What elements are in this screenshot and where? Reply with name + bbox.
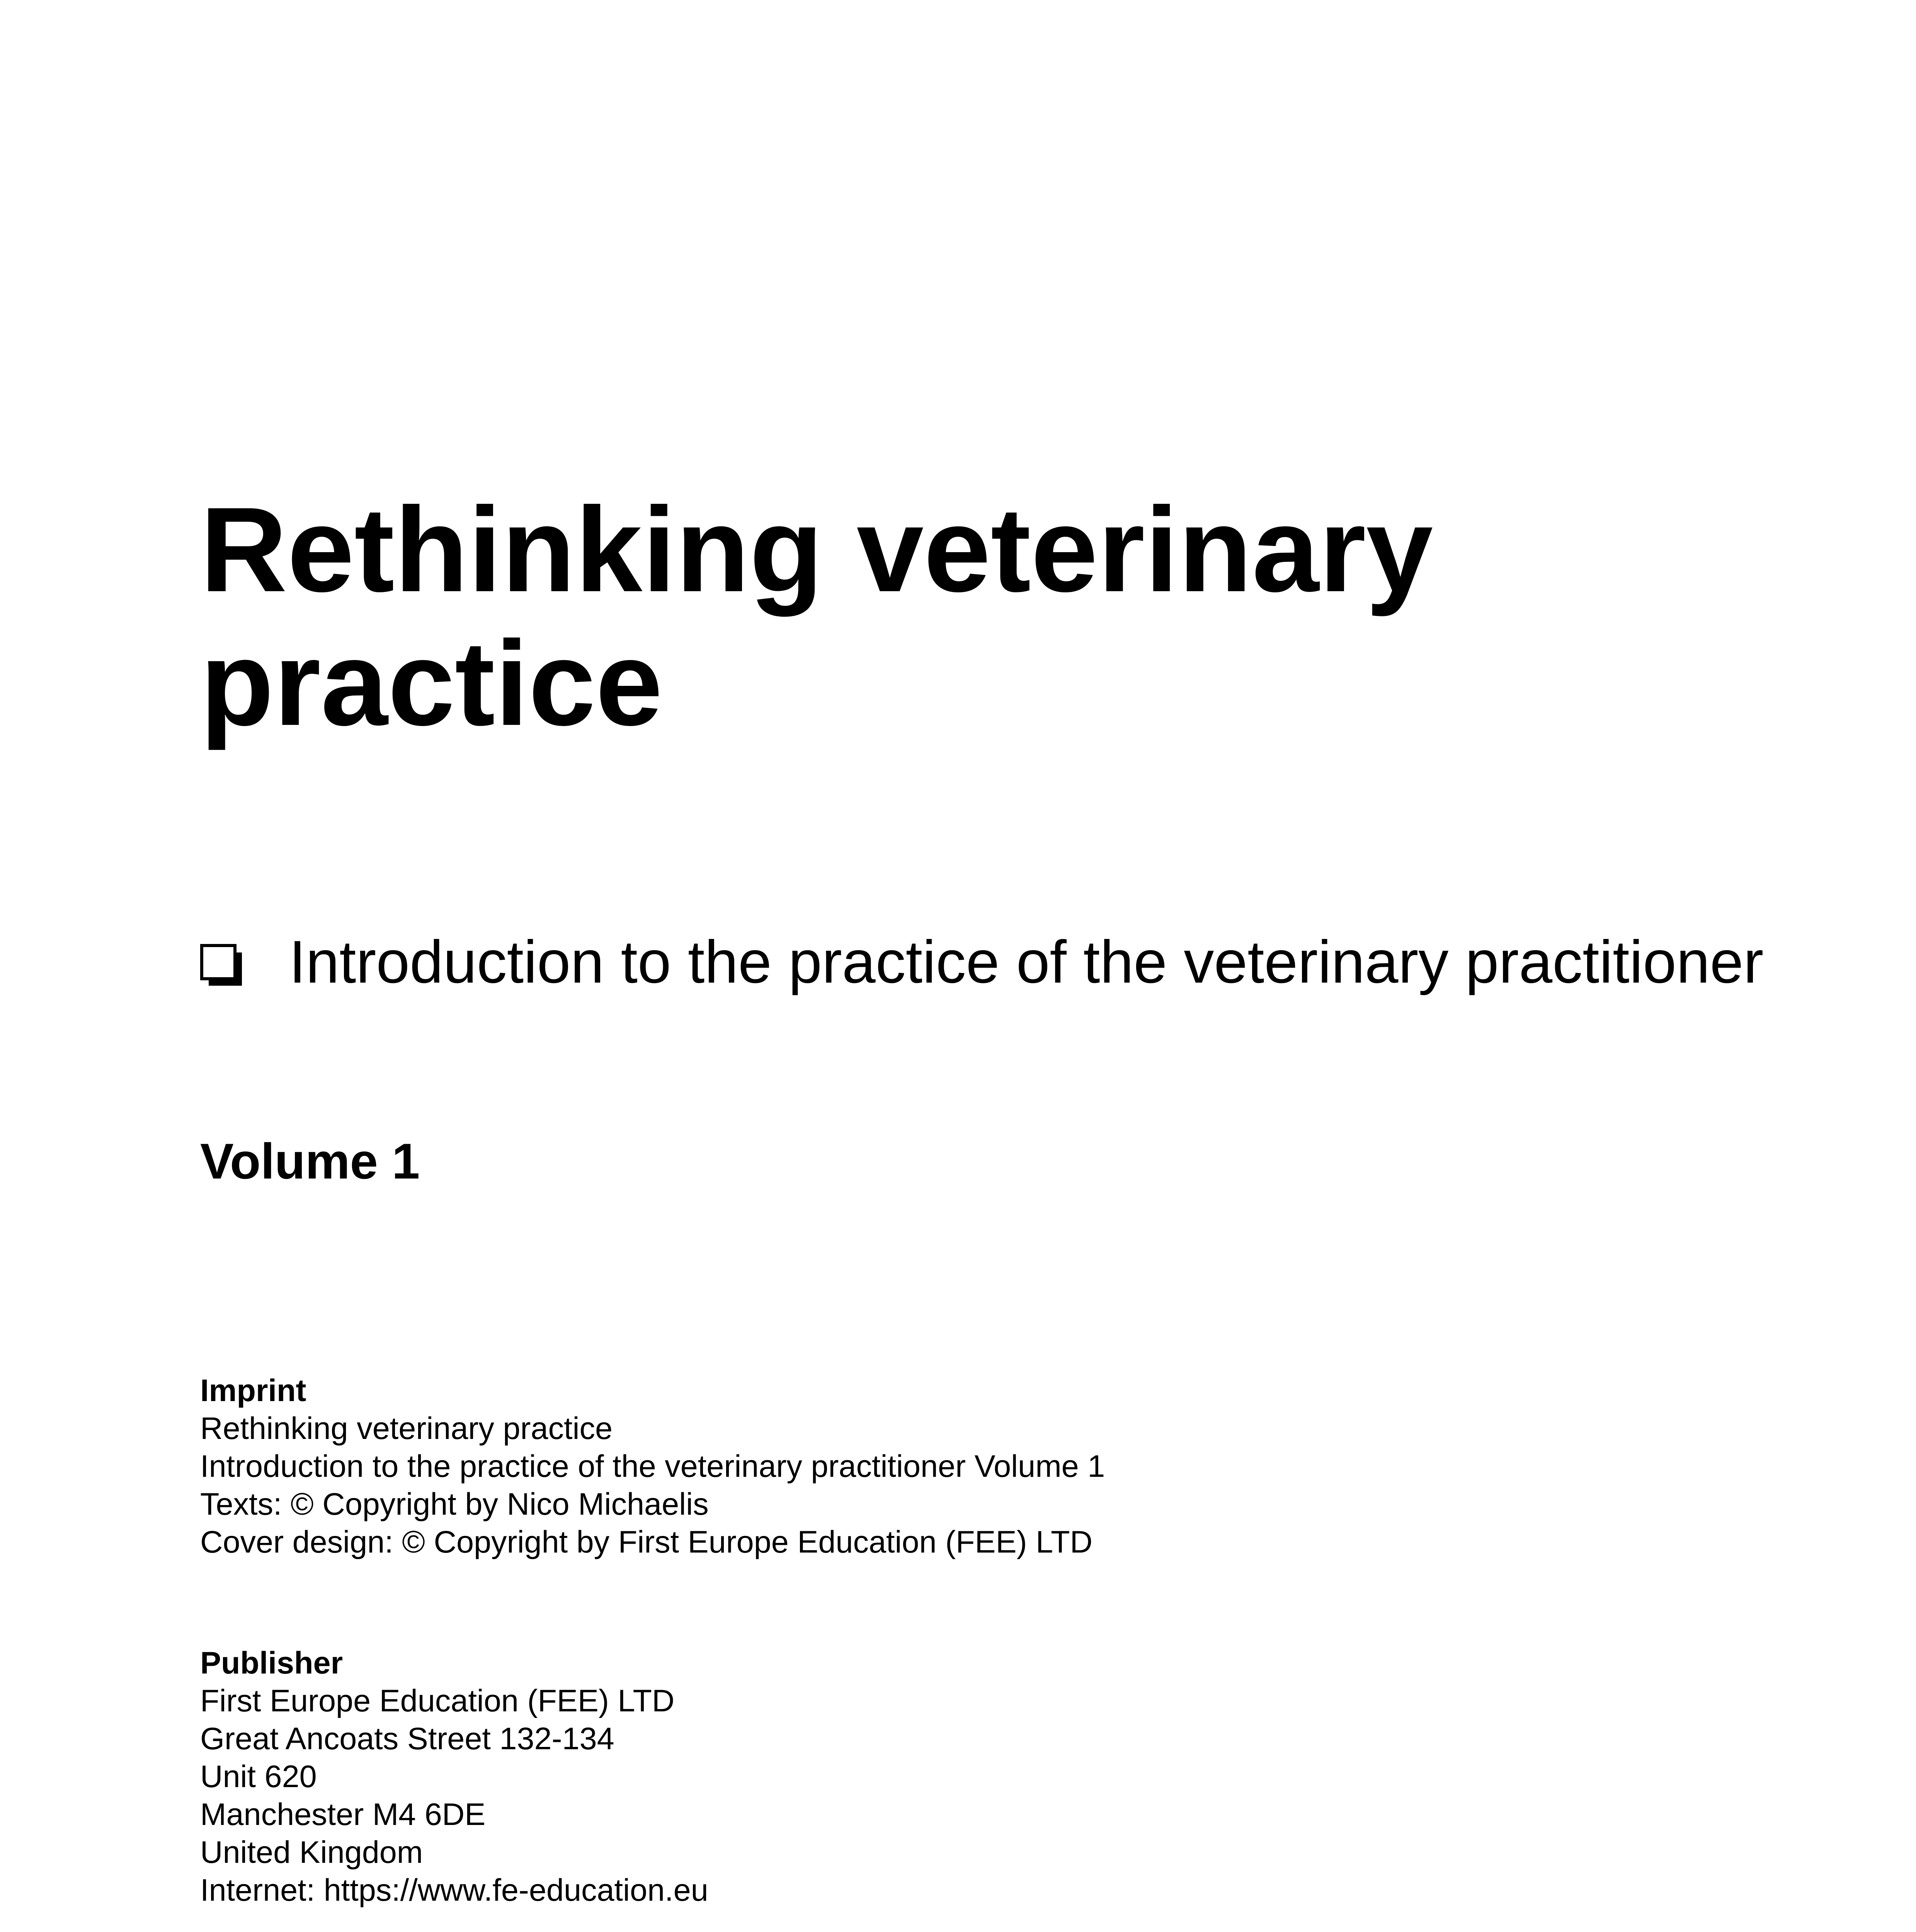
- checkbox-icon: [200, 944, 243, 987]
- publisher-section: [200, 1644, 708, 1909]
- volume-label: Volume 1: [200, 1133, 420, 1189]
- publisher-heading: Publisher: [200, 1646, 343, 1680]
- book-subtitle: Introduction to the practice of the veterinary practitioner: [289, 929, 1764, 996]
- imprint-line: Texts: © Copyright by Nico Michaelis: [200, 1487, 709, 1522]
- publisher-line: Unit 620: [200, 1759, 317, 1794]
- book-title: Rethinking veterinary practice: [200, 483, 1433, 751]
- imprint-section: [200, 1372, 1105, 1561]
- imprint-line: Rethinking veterinary practice: [200, 1411, 613, 1446]
- subtitle-row: [200, 927, 1763, 997]
- imprint-line: Cover design: © Copyright by First Europe Education (FEE) LTD: [200, 1525, 1093, 1560]
- publisher-line: Manchester M4 6DE: [200, 1797, 486, 1832]
- imprint-line: Introduction to the practice of the veterinary practitioner Volume 1: [200, 1449, 1105, 1484]
- imprint-heading: Imprint: [200, 1373, 306, 1408]
- publisher-line: United Kingdom: [200, 1835, 423, 1870]
- publisher-line: First Europe Education (FEE) LTD: [200, 1684, 675, 1718]
- publisher-line: Great Ancoats Street 132-134: [200, 1721, 614, 1756]
- publisher-website: Internet: https://www.fe-education.eu: [200, 1873, 708, 1908]
